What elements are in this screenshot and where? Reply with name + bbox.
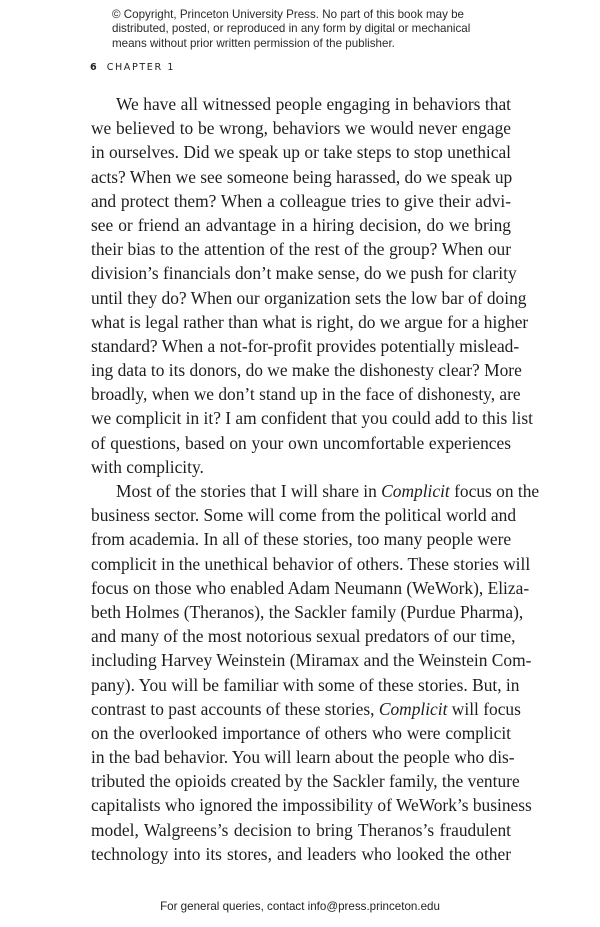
chapter-label: CHAPTER 1: [106, 62, 176, 73]
text-line: what is legal rather than what is right, do we argue for a higher: [91, 311, 529, 332]
copyright-line: means without prior written permission of the publisher.: [112, 36, 395, 50]
text-line: capitalists who ignored the impossibility of WeWork’s business: [91, 795, 532, 816]
text-segment: will focus: [447, 698, 521, 719]
book-title: Complicit: [381, 481, 450, 501]
text-line: we believed to be wrong, behaviors we would never engage: [91, 118, 511, 139]
text-line: of questions, based on your own uncomfortable experiences: [91, 432, 511, 453]
text-line: their bias to the attention of the rest of the group? When our: [91, 239, 511, 260]
text-line: in ourselves. Did we speak up or take steps to stop unethical: [91, 142, 511, 163]
text-line: until they do? When our organization sets the low bar of doing: [91, 287, 527, 308]
text-line: model, Walgreens’s decision to bring Theranos’s fraudulent: [91, 819, 511, 840]
text-line: with complicity.: [91, 456, 204, 477]
footer-contact: For general queries, contact info@press.princeton.edu: [160, 900, 440, 913]
text-line: business sector. Some will come from the political world and: [91, 505, 517, 526]
text-line: complicit in the unethical behavior of others. These stories will: [91, 553, 531, 574]
book-title: Complicit: [378, 698, 448, 719]
text-line: broadly, when we don’t stand up in the face of dishonesty, are: [91, 384, 521, 405]
text-line: pany). You will be familiar with some of these stories. But, in: [91, 674, 520, 695]
text-line: focus on those who enabled Adam Neumann (WeWork), Eliza-: [91, 577, 530, 598]
text-line: including Harvey Weinstein (Miramax and the Weinstein Com-: [91, 650, 532, 671]
text-line: tributed the opioids created by the Sackler family, the venture: [91, 771, 520, 792]
body-text: [91, 92, 540, 866]
text-line: in the bad behavior. You will learn about the people who dis-: [91, 747, 515, 768]
text-line: technology into its stores, and leaders who looked the other: [91, 843, 511, 864]
text-line: and many of the most notorious sexual predators of our time,: [91, 626, 516, 647]
copyright-line: distributed, posted, or reproduced in any form by digital or mechanical: [112, 22, 471, 36]
text-line: [91, 479, 540, 503]
text-segment: focus on the: [449, 481, 540, 501]
text-line: we complicit in it? I am confident that you could add to this list: [91, 408, 533, 429]
copyright-notice: [112, 8, 512, 51]
text-line: ing data to its donors, do we make the dishonesty clear? More: [91, 360, 522, 381]
text-line: and protect them? When a colleague tries to give their advi-: [91, 190, 511, 211]
running-head: [90, 62, 175, 73]
text-line: acts? When we see someone being harassed, do we speak up: [91, 166, 513, 187]
text-line: We have all witnessed people engaging in behaviors that: [116, 94, 511, 114]
text-segment: Most of the stories that I will share in: [116, 481, 382, 501]
copyright-line: © Copyright, Princeton University Press. No part of this book may be: [112, 8, 464, 21]
text-line: see or friend an advantage in a hiring decision, do we bring: [91, 214, 511, 235]
text-line: on the overlooked importance of others who were complicit: [91, 722, 511, 743]
text-line: beth Holmes (Theranos), the Sackler family (Purdue Pharma),: [91, 601, 524, 622]
text-line: standard? When a not-for-profit provides potentially mislead-: [91, 335, 520, 356]
text-line: [91, 697, 521, 721]
text-segment: contrast to past accounts of these stories,: [91, 698, 379, 719]
text-line: from academia. In all of these stories, too many people were: [91, 529, 512, 550]
page-number: 6: [90, 62, 97, 73]
text-line: division’s financials don’t make sense, do we push for clarity: [91, 263, 517, 284]
